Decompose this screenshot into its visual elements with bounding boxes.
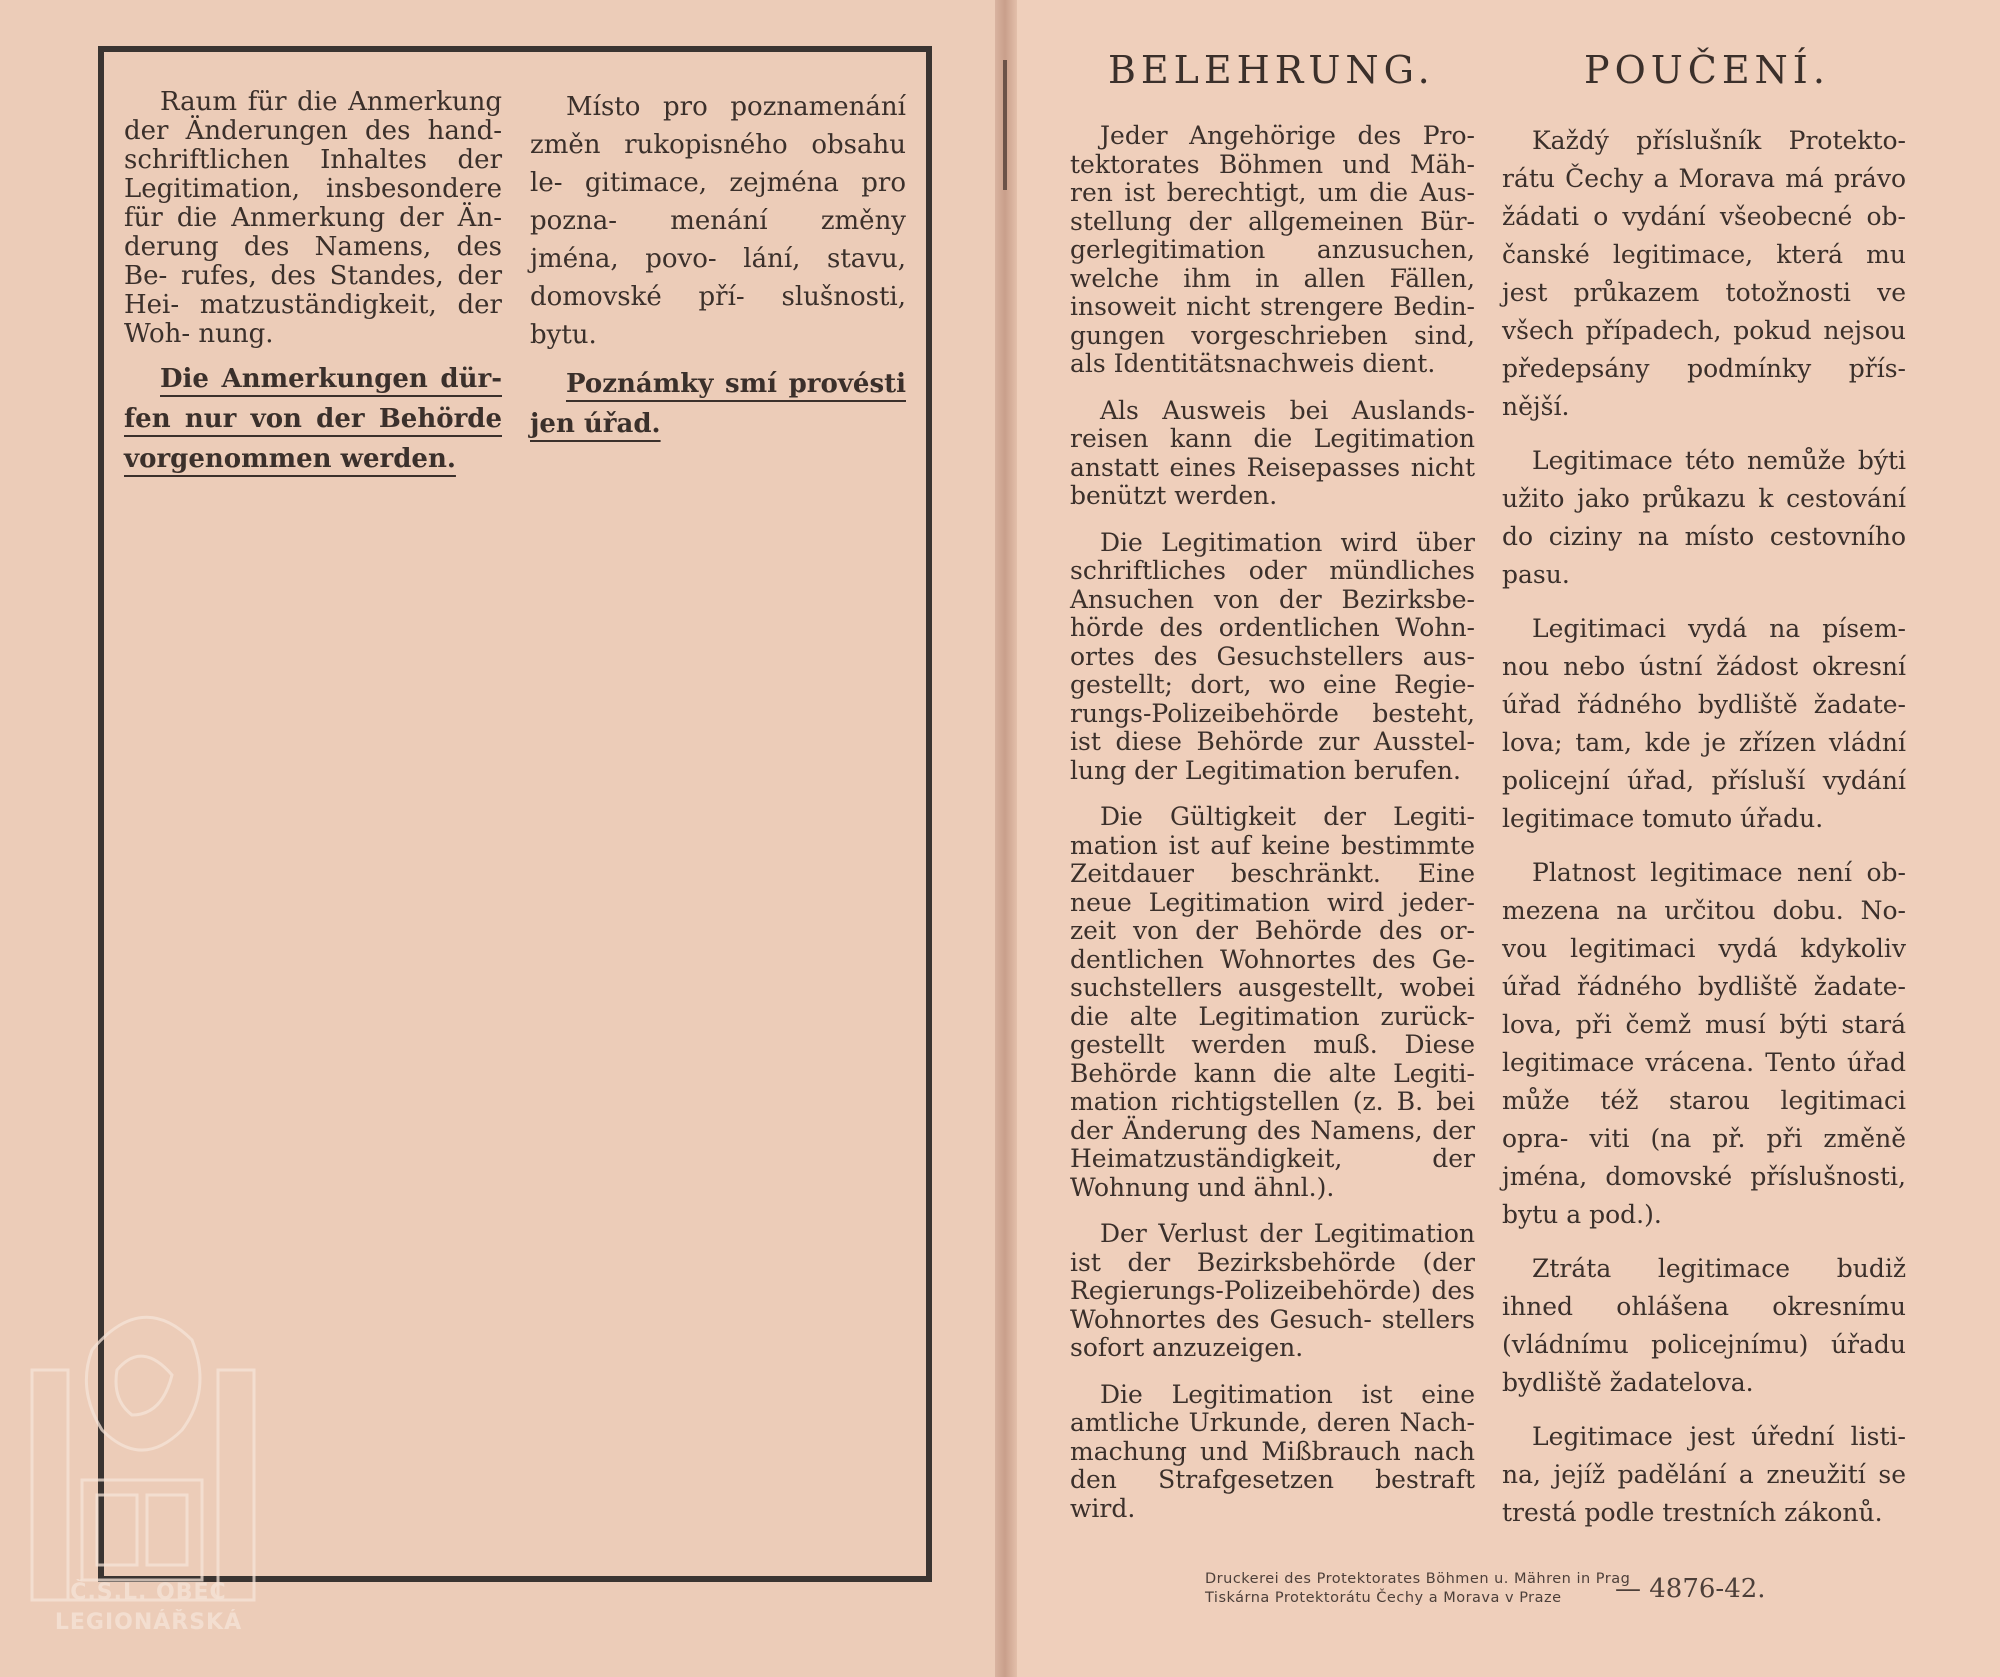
- german-paragraph: Die Gültigkeit der Legiti- mation ist auf keine bestimmte Zeitdauer beschränkt. Eine neue Legitimation wird jeder- zeit von der Behörde des or- dentlichen Wohnortes des Ge- suchstellers ausgestellt, wobei die alte Legitimation zurück- gestellt werden muß. Diese Behörde kann die alte Legiti- mation richtigstellen (z. B. bei der Änderung des Namens, der Heimatzuständigkeit, der Wohnung und ähnl.).: [1070, 802, 1475, 1202]
- heading-czech: POUČENÍ.: [1584, 48, 1830, 92]
- imprint-line-german: Druckerei des Protektorates Böhmen u. Mähren in Prag: [1205, 1571, 1631, 1587]
- czech-paragraph: Ztráta legitimace budiž ihned ohlášena okresnímu (vládnímu policejnímu) úřadu bydliště žadatelova.: [1502, 1254, 1906, 1397]
- german-paragraph: Jeder Angehörige des Pro- tektorates Böhmen und Mäh- ren ist berechtigt, um die Aus- stellung der allgemeinen Bür- gerlegitimation anzusuchen, welche ihm in allen Fällen, insoweit nicht strengere Bedin- gungen vorgeschrieben sind, als Identitätsnachweis dient.: [1070, 121, 1475, 378]
- german-notes-column: [124, 88, 502, 479]
- heading-german: BELEHRUNG.: [1108, 48, 1435, 92]
- german-instructions-column: [1070, 122, 1475, 1541]
- stamp-text-bottom: LEGIONÁŘSKÁ: [54, 1610, 243, 1635]
- czech-notes-column: [530, 88, 906, 444]
- czech-instructions-column: [1502, 122, 1906, 1548]
- german-paragraph: Die Legitimation ist eine amtliche Urkunde, deren Nach- machung und Mißbrauch nach den Strafgesetzen bestraft wird.: [1070, 1379, 1475, 1523]
- czech-paragraph: Legitimaci vydá na písem- nou nebo ústní žádost okresní úřad řádného bydliště žadate- lova; tam, kde je zřízen vládní policejní úřad, přísluší vydání legitimace tomuto úřadu.: [1502, 614, 1906, 833]
- legion-stamp: [22, 1280, 262, 1650]
- german-paragraph: Die Legitimation wird über schriftliches oder mündliches Ansuchen von der Bezirksbe- hörde des ordentlichen Wohn- ortes des Gesuchstellers aus- gestellt; dort, wo eine Regie- rungs-Polizeibehörde besteht, ist diese Behörde zur Ausstel- lung der Legitimation berufen.: [1070, 527, 1475, 785]
- czech-paragraph: Legitimace jest úřední listi- na, jejíž padělání a zneužití se trestá podle trestních zákonů.: [1502, 1422, 1906, 1527]
- stamp-text-top: Č.S.L. OBEC: [70, 1580, 227, 1605]
- printer-imprint: [1205, 1570, 1630, 1608]
- imprint-line-czech: Tiskárna Protektorátu Čechy a Morava v Praze: [1205, 1590, 1562, 1606]
- czech-paragraph: Legitimace této nemůže býti užito jako průkazu k cestování do ciziny na místo cestovního pasu.: [1502, 446, 1906, 589]
- book-gutter: [995, 0, 1017, 1677]
- imprint-number: — 4876-42.: [1615, 1574, 1766, 1604]
- german-paragraph: Der Verlust der Legitimation ist der Bezirksbehörde (der Regierungs-Polizeibehörde) des Wohnortes des Gesuch- stellers sofort anzuzeigen.: [1070, 1219, 1475, 1362]
- german-rule-text: Die Anmerkungen dür- fen nur von der Behörde vorgenommen werden.: [124, 364, 502, 474]
- gutter-mark: [1003, 60, 1007, 190]
- czech-rule-text: Poznámky smí provésti jen úřad.: [530, 369, 906, 439]
- czech-note-text: Místo pro poznamenání změn rukopisného obsahu le- gitimace, zejména pro pozna- menání změny jména, povo- lání, stavu, domovské pří- slušnosti, bytu.: [530, 92, 906, 350]
- german-note-text: Raum für die Anmerkung der Änderungen des hand- schriftlichen Inhaltes der Legitimation, insbesondere für die Anmerkung der Än- derung des Namens, des Be- rufes, des Standes, der Hei- matzuständigkeit, der Woh- nung.: [124, 87, 502, 349]
- german-paragraph: Als Ausweis bei Auslands- reisen kann die Legitimation anstatt eines Reisepasses nicht benützt werden.: [1070, 395, 1475, 510]
- czech-paragraph: Každý příslušník Protekto- rátu Čechy a Morava má právo žádati o vydání všeobecné ob- čanské legitimace, která mu jest průkazem totožnosti ve všech případech, pokud nejsou předepsány podmínky přís- nější.: [1502, 126, 1906, 421]
- czech-paragraph: Platnost legitimace není ob- mezena na určitou dobu. No- vou legitimaci vydá kdykoliv úřad řádného bydliště žadate- lova, při čemž musí býti stará legitimace vrácena. Tento úřad může též starou legitimaci opra- viti (na př. při změně jména, domovské příslušnosti, bytu a pod.).: [1502, 858, 1906, 1229]
